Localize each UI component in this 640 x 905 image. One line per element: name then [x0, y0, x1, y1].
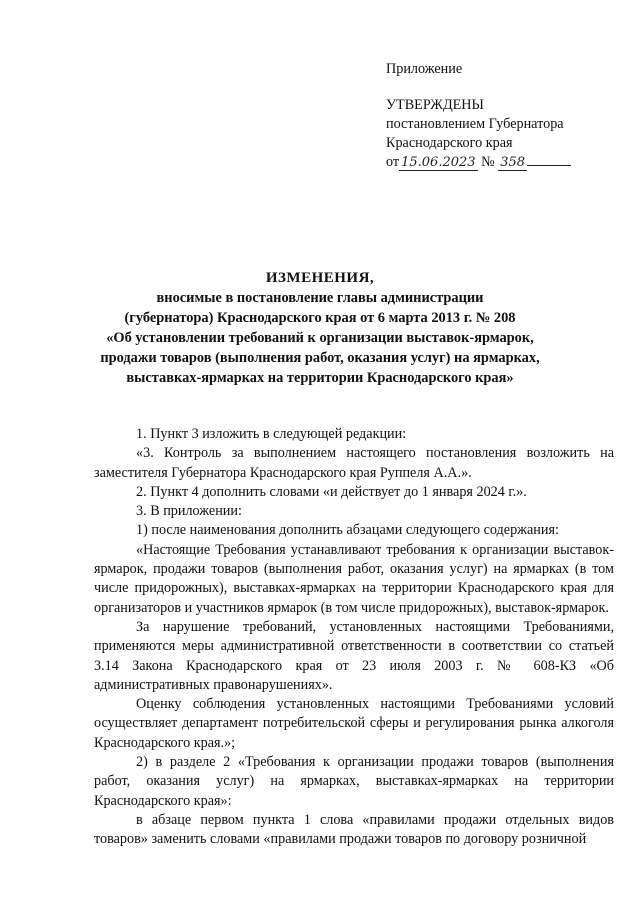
paragraph-7: За нарушение требований, установленных настоящими Требованиями, применяются меры административной ответственности в соответствии со статьей 3.14 Закона Краснодарского края от 23 июля 2003 г. № 608-КЗ «Об административных правонарушениях».: [94, 618, 614, 693]
from-label: от: [386, 154, 400, 170]
spacer: [386, 79, 626, 96]
appendix-label: Приложение: [386, 61, 463, 77]
title-line-6: выставках-ярмарках на территории Краснодарского края»: [126, 370, 514, 386]
paragraph-6: «Настоящие Требования устанавливают требования к организации выставок-ярмарок, продажи товаров (выполнения работ, оказания услуг) на ярмарках (в том числе придорожных), выставках-ярмарках на территории Краснодарского края для организаторов и участников ярмарок (в том числе придорожных), выставок-ярмарок.: [94, 541, 614, 616]
approved-by-line-1: постановлением Губернатора: [386, 116, 564, 132]
document-body: [94, 425, 614, 850]
number-label: №: [481, 154, 495, 170]
title-heading: ИЗМЕНЕНИЯ,: [265, 270, 375, 286]
title-line-3: (губернатора) Краснодарского края от 6 марта 2013 г. № 208: [124, 310, 516, 326]
approved-label: УТВЕРЖДЕНЫ: [386, 97, 484, 113]
paragraph-5: 1) после наименования дополнить абзацами следующего содержания:: [136, 522, 559, 539]
handwritten-number: 358: [500, 155, 526, 170]
paragraph-4: 3. В приложении:: [136, 503, 242, 520]
title-line-2: вносимые в постановление главы администрации: [156, 290, 484, 306]
approved-by-line-2: Краснодарского края: [386, 135, 513, 151]
paragraph-1: 1. Пункт 3 изложить в следующей редакции:: [136, 426, 407, 442]
title-line-5: продажи товаров (выполнения работ, оказания услуг) на ярмарках,: [100, 350, 540, 366]
date-number-line: [386, 153, 626, 172]
handwritten-date: 15.06.2023: [401, 155, 476, 170]
title-line-4: «Об установлении требований к организации выставок-ярмарок,: [106, 330, 534, 346]
document-title: [100, 268, 540, 388]
paragraph-9: 2) в разделе 2 «Требования к организации продажи товаров (выполнения работ, оказания услуг) на ярмарках, выставках-ярмарках на территории Краснодарского края»:: [94, 754, 614, 809]
paragraph-10: в абзаце первом пункта 1 слова «правилами продажи отдельных видов товаров» заменить словами «правилами продажи товаров по договору розничной: [94, 811, 614, 848]
approval-block: [386, 60, 626, 172]
paragraph-2: «3. Контроль за выполнением настоящего постановления возложить на заместителя Губернатора Краснодарского края Руппеля А.А.».: [94, 445, 614, 481]
paragraph-8: Оценку соблюдения установленных настоящими Требованиями условий осуществляет департамент потребительской сферы и регулирования рынка алкоголя Краснодарского края.»;: [94, 696, 614, 751]
underline-blank: [527, 153, 571, 166]
paragraph-3: 2. Пункт 4 дополнить словами «и действует до 1 января 2024 г.».: [136, 483, 527, 500]
